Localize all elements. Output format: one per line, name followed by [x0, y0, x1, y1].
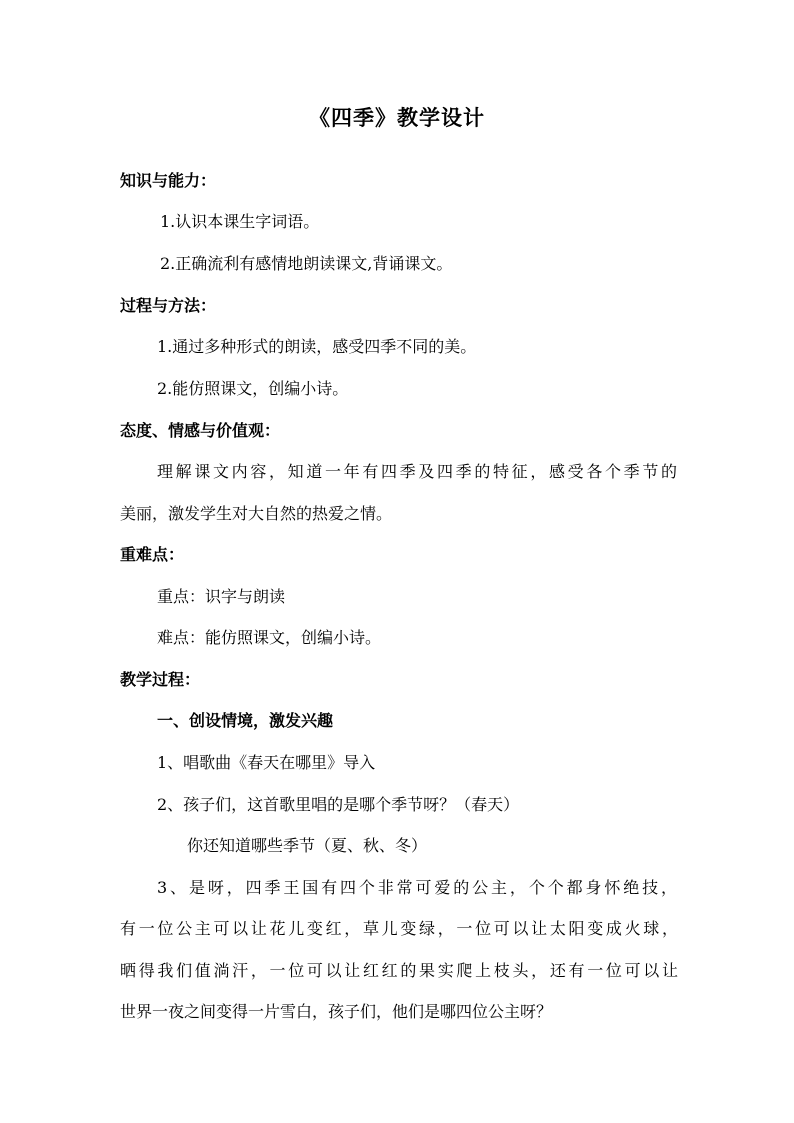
- document-title: 《四季》教学设计: [309, 105, 485, 130]
- teaching-step-2: 2、孩子们，这首歌里唱的是哪个季节呀？（春天）: [157, 795, 520, 814]
- teaching-paragraph-line-3: 晒得我们值淌汗，一位可以让红红的果实爬上枝头，还有一位可以让: [120, 961, 678, 980]
- teaching-step-2-followup: 你还知道哪些季节（夏、秋、冬）: [187, 836, 428, 855]
- teaching-paragraph-line-2: 有一位公主可以让花儿变红，草儿变绿，一位可以让太阳变成火球，: [120, 919, 678, 938]
- knowledge-item-1: 1.认识本课生字词语。: [160, 212, 320, 231]
- attitude-line-1: 理解课文内容，知道一年有四季及四季的特征，感受各个季节的: [157, 462, 677, 481]
- attitude-line-2: 美丽，激发学生对大自然的热爱之情。: [120, 504, 393, 523]
- teaching-paragraph-line-1: 3、是呀，四季王国有四个非常可爱的公主，个个都身怀绝技，: [157, 878, 677, 897]
- knowledge-item-2: 2.正确流利有感情地朗读课文,背诵课文。: [160, 254, 453, 273]
- section-heading-knowledge: 知识与能力：: [120, 171, 217, 190]
- section-heading-key-points: 重难点：: [120, 545, 185, 564]
- teaching-subheading: 一、创设情境，激发兴趣: [157, 711, 334, 730]
- key-point-focus: 重点：识字与朗读: [157, 587, 286, 606]
- section-heading-teaching-process: 教学过程：: [120, 670, 201, 689]
- teaching-step-1: 1、唱歌曲《春天在哪里》导入: [157, 753, 376, 772]
- process-item-2: 2.能仿照课文，创编小诗。: [157, 379, 349, 398]
- teaching-paragraph-line-4: 世界一夜之间变得一片雪白，孩子们，他们是哪四位公主呀？: [120, 1002, 553, 1021]
- key-point-difficulty: 难点：能仿照课文，创编小诗。: [157, 628, 382, 647]
- section-heading-attitude: 态度、情感与价值观：: [120, 421, 281, 440]
- section-heading-process: 过程与方法：: [120, 296, 217, 315]
- process-item-1: 1.通过多种形式的朗读，感受四季不同的美。: [157, 337, 477, 356]
